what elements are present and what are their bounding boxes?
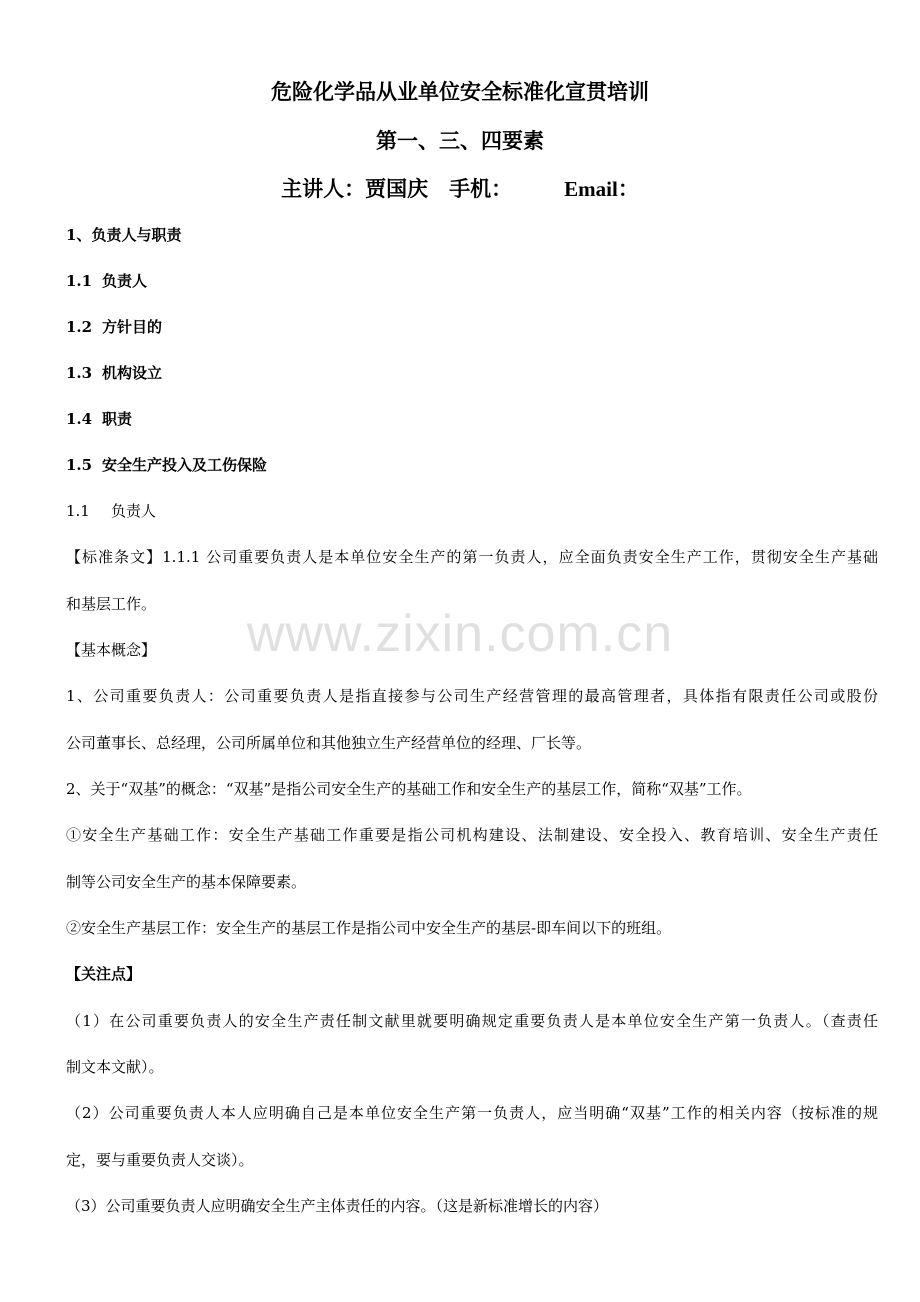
watermark: www.zixin.com.cn (246, 605, 674, 663)
toc-item-1-5 (66, 455, 878, 475)
toc-num: 1.4 (66, 410, 93, 428)
toc-item-1-3 (66, 363, 878, 383)
section-label: 负责人 (111, 502, 157, 520)
document-subtitle: 第一、三、四要素 (376, 128, 544, 153)
toc-num: 1.2 (66, 318, 93, 336)
document-title: 危险化学品从业单位安全标准化宣贯培训 (271, 79, 649, 104)
basic-work-1-line-1: ①安全生产基础工作：安全生产基础工作重要是指公司机构建设、法制建设、安全投入、教育培训、安全生产责任 (66, 826, 878, 844)
toc-label: 职责 (102, 410, 133, 428)
toc-label: 机构设立 (102, 364, 163, 382)
concept-heading: 【基本概念】 (66, 641, 157, 659)
focus-2-line-2: 定，要与重要负责人交谈）。 (66, 1151, 254, 1169)
standard-text-line-1: 【标准条文】1.1.1 公司重要负责人是本单位安全生产的第一负责人，应全面负责安全生产工作，贯彻安全生产基础 (66, 548, 878, 566)
standard-text-line-2: 和基层工作。 (66, 595, 157, 613)
toc-item-1-2 (66, 317, 878, 337)
toc-label: 安全生产投入及工伤保险 (102, 456, 268, 474)
email-label: Email： (564, 177, 639, 201)
focus-1-line-1: （1）在公司重要负责人的安全生产责任制文献里就要明确规定重要负责人是本单位安全生产第一负责人。（查责任 (66, 1012, 878, 1030)
section-heading (66, 501, 878, 521)
focus-2-line-1: （2）公司重要负责人本人应明确自己是本单位安全生产第一负责人，应当明确“双基”工作的相关内容（按标准的规 (66, 1104, 878, 1122)
section-num: 1.1 (66, 502, 90, 520)
toc-item-1 (66, 225, 878, 245)
speaker-line (0, 173, 920, 203)
speaker-label: 主讲人：贾国庆 (281, 176, 429, 201)
concept-1-line-1: 1、公司重要负责人：公司重要负责人是指直接参与公司生产经营管理的最高管理者，具体指有限责任公司或股份 (66, 687, 878, 705)
concept-1-line-2: 公司董事长、总经理，公司所属单位和其他独立生产经营单位的经理、厂长等。 (66, 734, 592, 752)
toc-num: 1.5 (66, 456, 93, 474)
toc-num: 1、 (66, 226, 92, 244)
toc-num: 1.3 (66, 364, 93, 382)
focus-3: （3）公司重要负责人应明确安全生产主体责任的内容。（这是新标准增长的内容） (66, 1197, 609, 1215)
focus-heading: 【关注点】 (66, 965, 142, 983)
basic-work-1-line-2: 制等公司安全生产的基本保障要素。 (66, 873, 307, 891)
toc-num: 1.1 (66, 272, 93, 290)
toc-item-1-4 (66, 409, 878, 429)
basic-work-2: ②安全生产基层工作：安全生产的基层工作是指公司中安全生产的基层-即车间以下的班组。 (66, 919, 672, 937)
toc-label: 方针目的 (102, 318, 163, 336)
phone-label: 手机： (449, 176, 513, 201)
concept-2: 2、关于“双基”的概念：“双基”是指公司安全生产的基础工作和安全生产的基层工作，简称“双基”工作。 (66, 780, 752, 798)
focus-1-line-2: 制文本文献）。 (66, 1058, 164, 1076)
toc-label: 负责人 (102, 272, 148, 290)
toc-item-1-1 (66, 271, 878, 291)
toc-label: 负责人与职责 (91, 226, 182, 244)
